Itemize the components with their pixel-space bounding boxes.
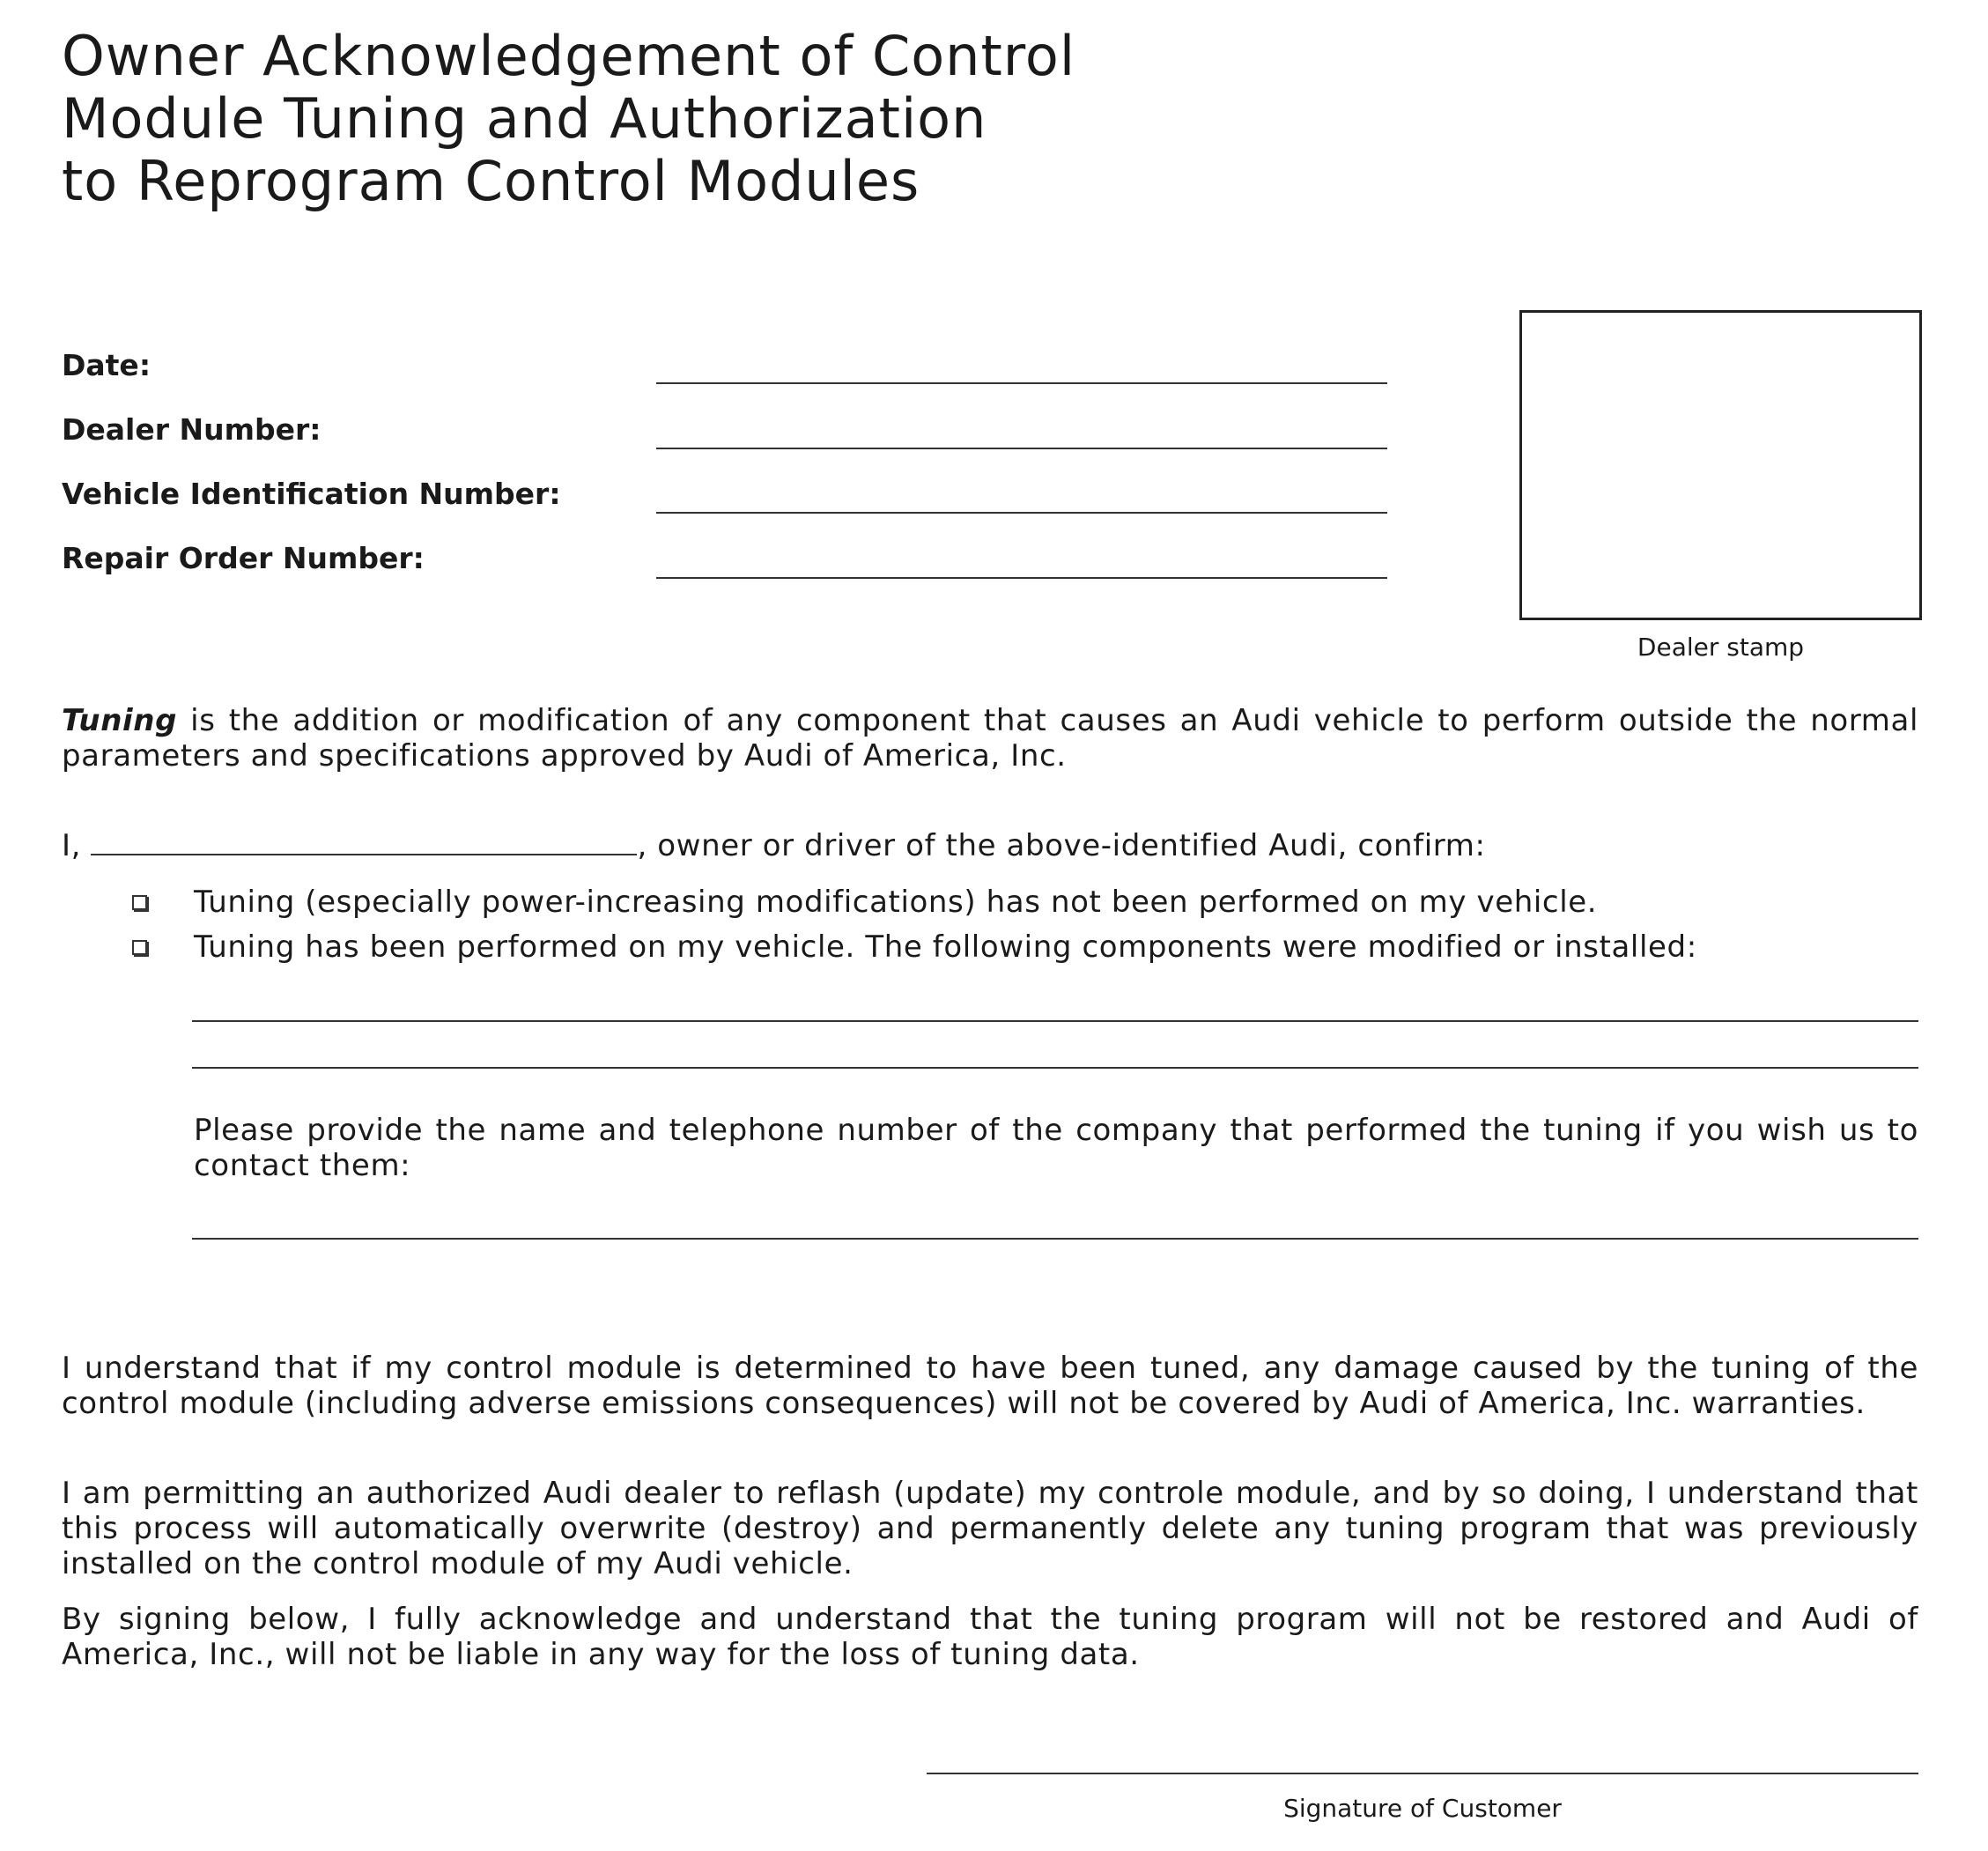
not-tuned-checkbox[interactable]	[132, 895, 147, 910]
tuning-definition-text: is the addition or modification of any component that causes an Audi vehicle to perform outside the normal parameters and specifications approved by Audi of America, Inc.	[62, 703, 1918, 774]
tuning-definition	[62, 703, 1918, 774]
dealer-stamp-box	[1519, 310, 1922, 620]
vin-label: Vehicle Identification Number:	[62, 477, 561, 511]
title-line-3: to Reprogram Control Modules	[62, 149, 920, 213]
warranty-statement: I understand that if my control module is determined to have been tuned, any damage caused by the tuning of the control module (including adverse emissions consequences) will not be covered by Audi of America, Inc. warranties.	[62, 1351, 1918, 1421]
date-field[interactable]	[656, 382, 1387, 384]
repair-order-label: Repair Order Number:	[62, 541, 425, 575]
contact-request: Please provide the name and telephone number of the company that performed the tuning if you wish us to contact them:	[194, 1113, 1918, 1183]
reflash-statement: I am permitting an authorized Audi dealer to reflash (update) my controle module, and by so doing, I understand that this process will automatically overwrite (destroy) and permanently delete any tuning program that was previously installed on the control module of my Audi vehicle.	[62, 1476, 1918, 1581]
owner-confirmation	[62, 828, 1486, 863]
tuned-label: Tuning has been performed on my vehicle. The following components were modified or installed:	[194, 929, 1697, 965]
tuned-checkbox[interactable]	[132, 940, 147, 955]
date-label: Date:	[62, 348, 152, 382]
signature-field[interactable]	[927, 1773, 1918, 1774]
title-line-2: Module Tuning and Authorization	[62, 86, 987, 151]
vin-field[interactable]	[656, 512, 1387, 514]
repair-order-field[interactable]	[656, 577, 1387, 579]
dealer-stamp-caption: Dealer stamp	[1637, 633, 1805, 662]
modified-components-line-1[interactable]	[192, 1020, 1918, 1022]
page-title	[62, 25, 1075, 212]
owner-name-field[interactable]	[91, 829, 637, 855]
tuning-term: Tuning	[62, 703, 178, 738]
tuning-company-contact-line[interactable]	[192, 1238, 1918, 1240]
owner-prefix: I,	[62, 828, 82, 863]
owner-suffix: , owner or driver of the above-identified Audi, confirm:	[637, 828, 1486, 863]
signature-caption: Signature of Customer	[1283, 1794, 1562, 1823]
modified-components-line-2[interactable]	[192, 1067, 1918, 1069]
title-line-1: Owner Acknowledgement of Control	[62, 24, 1076, 88]
not-tuned-label: Tuning (especially power-increasing modifications) has not been performed on my vehicle.	[194, 885, 1598, 920]
dealer-number-label: Dealer Number:	[62, 412, 321, 447]
liability-statement: By signing below, I fully acknowledge and understand that the tuning program will not be restored and Audi of America, Inc., will not be liable in any way for the loss of tuning data.	[62, 1602, 1918, 1672]
dealer-number-field[interactable]	[656, 448, 1387, 449]
